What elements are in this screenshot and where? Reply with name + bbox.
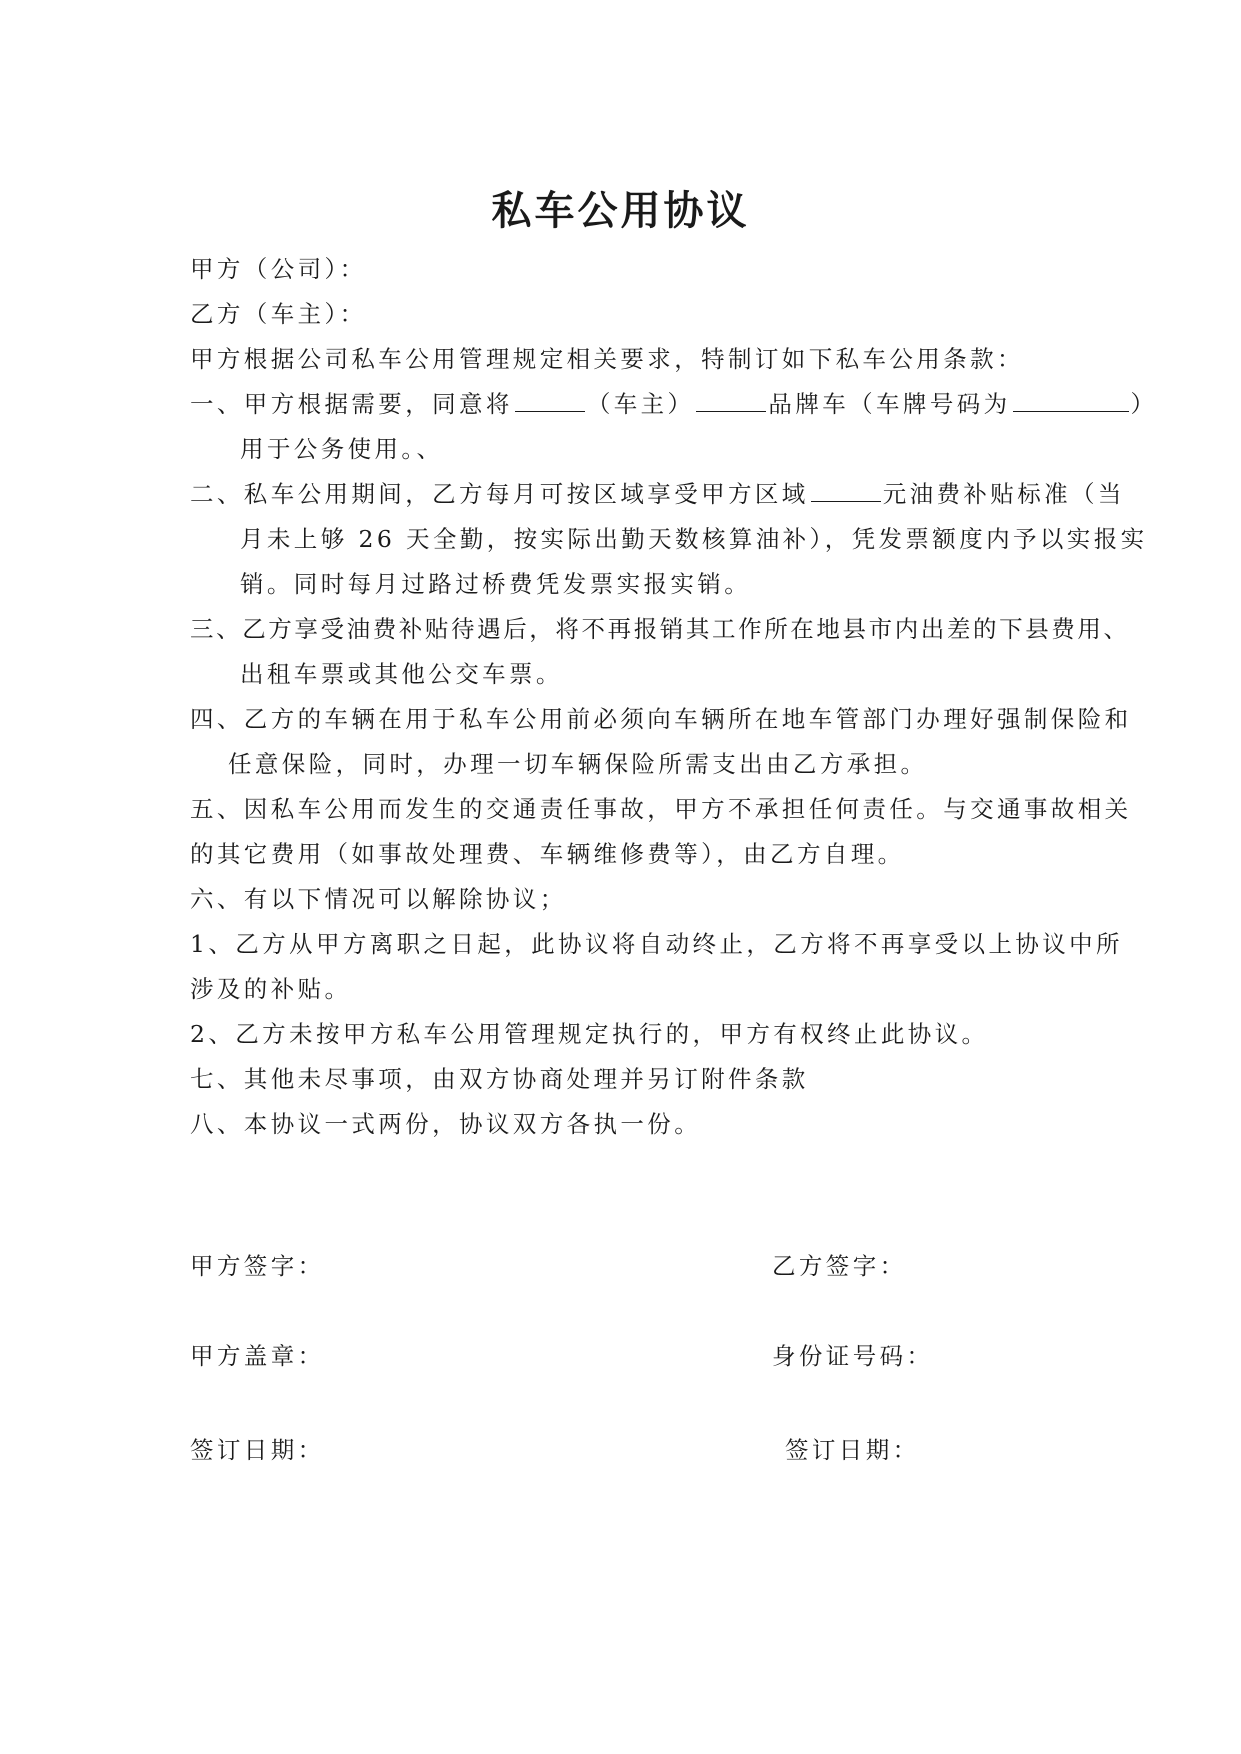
clause-5-line-1: 五、因私车公用而发生的交通责任事故，甲方不承担任何责任。与交通事故相关 <box>190 795 1132 823</box>
document-title: 私车公用协议 <box>491 187 750 234</box>
car-brand-blank <box>696 389 766 412</box>
clause-1-line-1 <box>190 389 1157 419</box>
clause-2-line-2: 月未上够 26 天全勤，按实际出勤天数核算油补），凭发票额度内予以实报实 <box>240 525 1148 553</box>
clause-1-owner: （车主） <box>586 390 695 418</box>
party-b-sign-date-label: 签订日期： <box>785 1436 920 1464</box>
clause-1-brand: 品牌车（车牌号码为 <box>768 390 1011 418</box>
clause-7-line: 七、其他未尽事项，由双方协商处理并另订附件条款 <box>190 1065 809 1093</box>
clause-3-line-1: 三、乙方享受油费补贴待遇后，将不再报销其工作所在地县市内出差的下县费用、 <box>190 615 1130 643</box>
clause-5-line-2: 的其它费用（如事故处理费、车辆维修费等），由乙方自理。 <box>190 840 905 868</box>
clause-1-line-2: 用于公务使用。、 <box>240 435 444 463</box>
subsidy-amount-blank <box>811 479 881 502</box>
clause-2-suffix: 元油费补贴标准（当 <box>882 480 1125 508</box>
party-a-line: 甲方（公司）： <box>190 255 367 283</box>
party-b-line: 乙方（车主）： <box>190 300 367 328</box>
clause-6-heading: 六、有以下情况可以解除协议； <box>190 885 567 913</box>
clause-6-item-1-line-1: 1、乙方从甲方离职之日起，此协议将自动终止，乙方将不再享受以上协议中所 <box>190 930 1123 958</box>
party-a-signature-label: 甲方签字： <box>190 1252 325 1280</box>
clause-6-item-2: 2、乙方未按甲方私车公用管理规定执行的，甲方有权终止此协议。 <box>190 1020 989 1048</box>
clause-1-close: ） <box>1130 390 1158 418</box>
plate-number-blank <box>1013 389 1129 412</box>
clause-4-line-2: 任意保险，同时，办理一切车辆保险所需支出由乙方承担。 <box>228 750 928 778</box>
clause-2-line-3: 销。同时每月过路过桥费凭发票实报实销。 <box>240 570 752 598</box>
party-b-signature-label: 乙方签字： <box>772 1252 907 1280</box>
clause-2-line-1 <box>190 479 1125 509</box>
clause-4-line-1: 四、乙方的车辆在用于私车公用前必须向车辆所在地车管部门办理好强制保险和 <box>190 705 1132 733</box>
clause-6-item-1-line-2: 涉及的补贴。 <box>190 975 352 1003</box>
clause-3-line-2: 出租车票或其他公交车票。 <box>240 660 563 688</box>
owner-name-blank <box>515 389 585 412</box>
clause-1-prefix: 一、甲方根据需要，同意将 <box>190 390 513 418</box>
intro-line: 甲方根据公司私车公用管理规定相关要求，特制订如下私车公用条款： <box>190 345 1024 373</box>
party-a-seal-label: 甲方盖章： <box>190 1342 325 1370</box>
clause-8-line: 八、本协议一式两份，协议双方各执一份。 <box>190 1110 702 1138</box>
party-b-id-number-label: 身份证号码： <box>772 1342 934 1370</box>
party-a-sign-date-label: 签订日期： <box>190 1436 325 1464</box>
clause-2-prefix: 二、私车公用期间，乙方每月可按区域享受甲方区域 <box>190 480 809 508</box>
